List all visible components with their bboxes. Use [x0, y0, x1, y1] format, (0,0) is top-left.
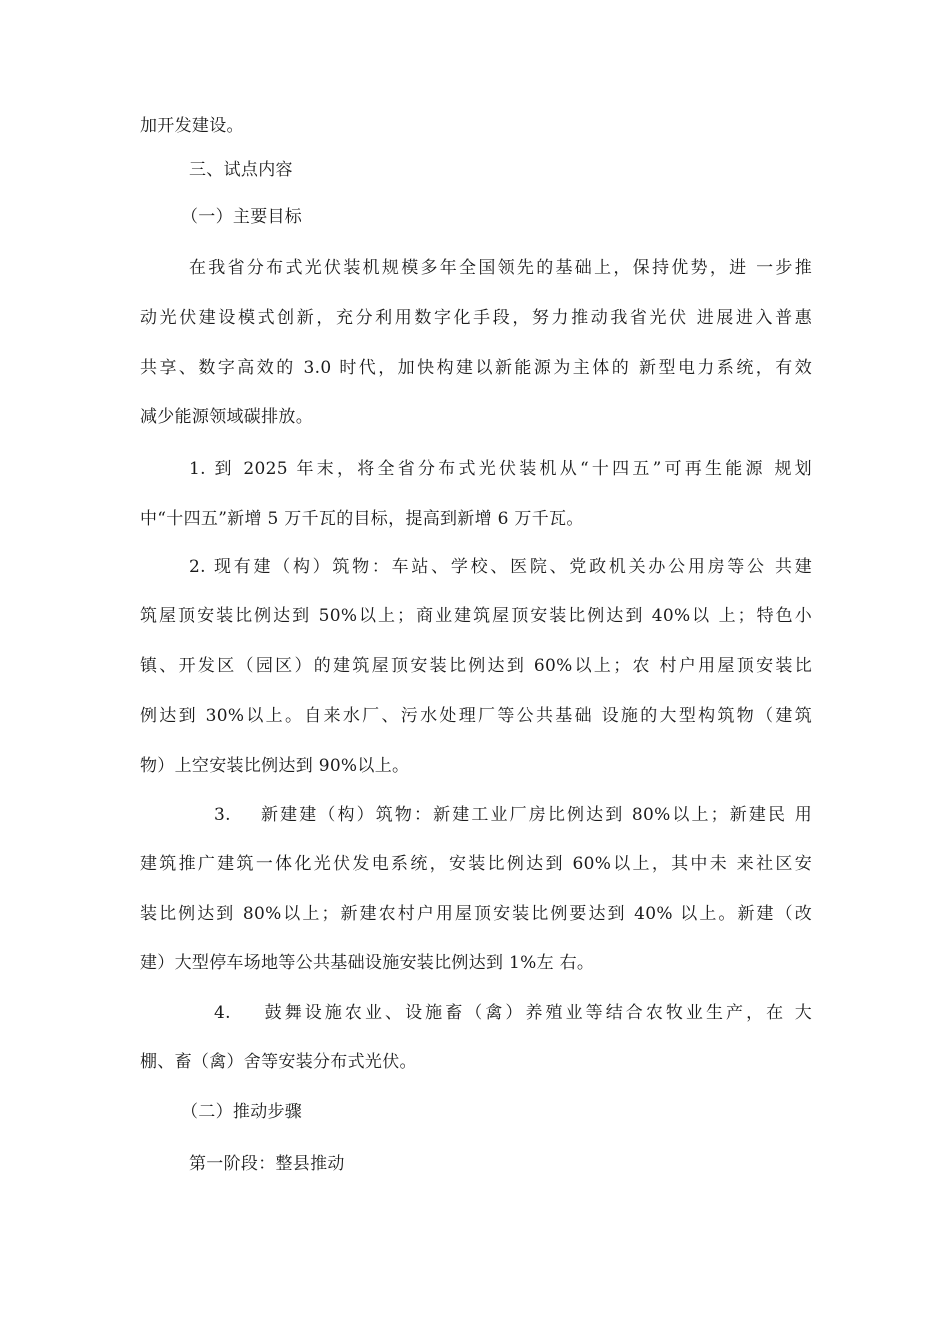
list-item-line: 1. 到 2025 年末，将全省分布式光伏装机从“十四五”可再生能源 规划 [189, 459, 812, 479]
paragraph-line: 共享、数字高效的 3.0 时代，加快构建以新能源为主体的 新型电力系统，有效 [140, 358, 812, 378]
section-heading: 三、试点内容 [189, 160, 293, 180]
paragraph-line: 动光伏建设模式创新，充分利用数字化手段，努力推动我省光伏 进展进入普惠 [140, 308, 812, 328]
subsection-heading-steps: （二）推动步骤 [181, 1102, 303, 1122]
subsection-heading-goals: （一）主要目标 [181, 207, 303, 227]
list-item-line: 例达到 30%以上。自来水厂、污水处理厂等公共基础 设施的大型构筑物（建筑 [140, 706, 812, 726]
list-item-line: 建筑推广建筑一体化光伏发电系统，安装比例达到 60%以上，其中未 来社区安 [140, 854, 812, 874]
list-item-line: 装比例达到 80%以上；新建农村户用屋顶安装比例要达到 40% 以上。新建（改 [140, 904, 812, 924]
paragraph-line: 在我省分布式光伏装机规模多年全国领先的基础上，保持优势，进 一步推 [189, 258, 812, 278]
list-item-line: 2. 现有建（构）筑物：车站、学校、医院、党政机关办公用房等公 共建 [189, 557, 812, 577]
paragraph-tail-line: 加开发建设。 [140, 116, 244, 136]
list-item-line: 3. 新建建（构）筑物：新建工业厂房比例达到 80%以上；新建民 用 [214, 805, 812, 825]
list-item-line: 筑屋顶安装比例达到 50%以上；商业建筑屋顶安装比例达到 40%以 上；特色小 [140, 606, 812, 626]
list-item-line: 镇、开发区（园区）的建筑屋顶安装比例达到 60%以上；农 村户用屋顶安装比 [140, 656, 812, 676]
list-item-line: 建）大型停车场地等公共基础设施安装比例达到 1%左 右。 [140, 953, 595, 973]
list-item-line: 中“十四五”新增 5 万千瓦的目标，提高到新增 6 万千瓦。 [140, 509, 584, 529]
paragraph-line: 减少能源领域碳排放。 [140, 407, 313, 427]
list-item-line: 4. 鼓舞设施农业、设施畜（禽）养殖业等结合农牧业生产，在 大 [214, 1003, 812, 1023]
list-item-line: 物）上空安装比例达到 90%以上。 [140, 756, 410, 776]
stage-heading: 第一阶段：整县推动 [189, 1154, 345, 1174]
list-item-line: 棚、畜（禽）舍等安装分布式光伏。 [140, 1052, 417, 1072]
